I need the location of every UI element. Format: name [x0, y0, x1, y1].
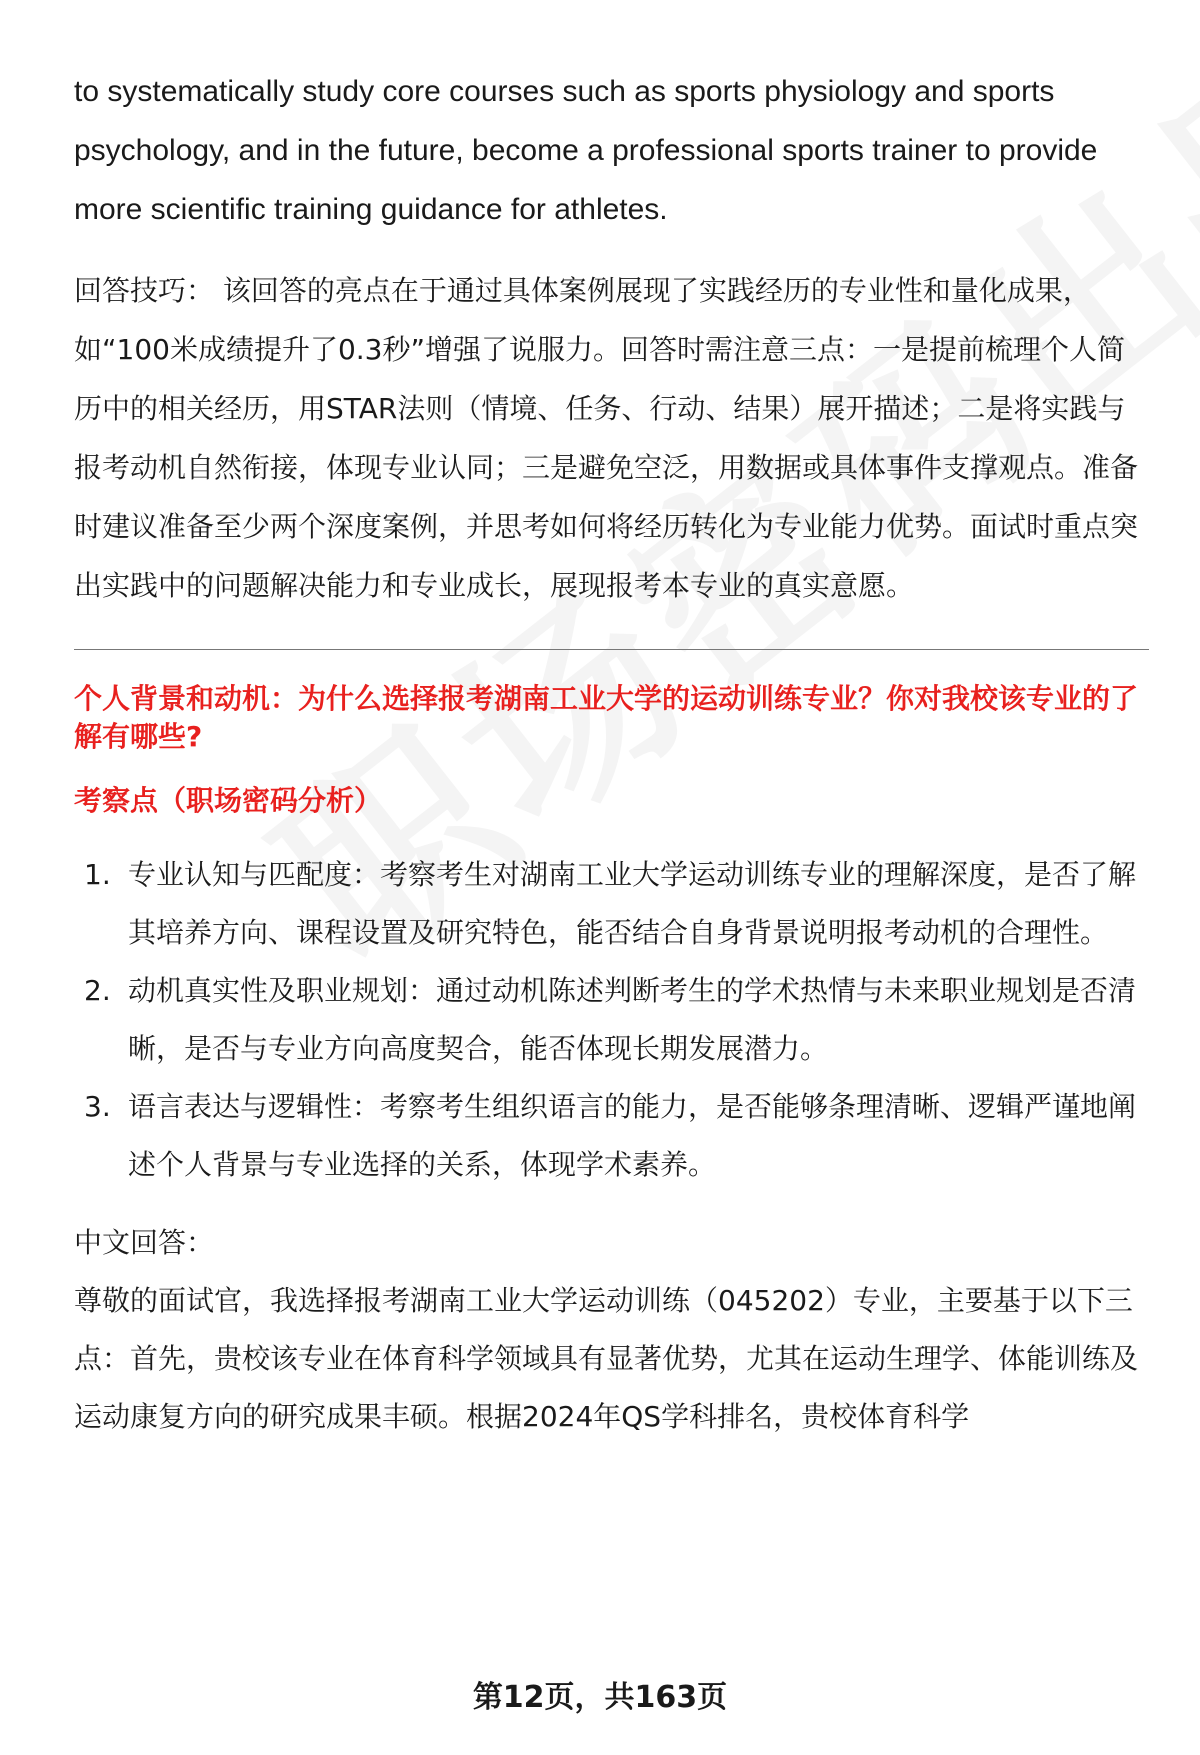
list-item-text: 动机真实性及职业规划：通过动机陈述判断考生的学术热情与未来职业规划是否清晰，是否与专业方向高度契合，能否体现长期发展潜力。	[128, 974, 1137, 1065]
answer-tip-text: 该回答的亮点在于通过具体案例展现了实践经历的专业性和量化成果，如“100米成绩提升了0.3秒”增强了说服力。回答时需注意三点：一是提前梳理个人简历中的相关经历，用STAR法则（情境、任务、行动、结果）展开描述；二是将实践与报考动机自然衔接，体现专业认同；三是避免空泛，用数据或具体事件支撑观点。准备时建议准备至少两个深度案例，并思考如何将经历转化为专业能力优势。面试时重点突出实践中的问题解决能力和专业成长，展现报考本专业的真实意愿。	[74, 274, 1139, 602]
list-item-number: 1.	[84, 858, 111, 891]
assessment-list	[74, 846, 1149, 1194]
chinese-answer-label: 中文回答：	[74, 1226, 215, 1259]
list-item-number: 3.	[84, 1090, 111, 1123]
english-answer-continuation: to systematically study core courses such as sports physiology and sports psychology, and in the future, become a professional sports trainer to provide more scientific training guidance for athletes.	[74, 75, 1098, 226]
question-heading: 个人背景和动机：为什么选择报考湖南工业大学的运动训练专业？你对我校该专业的了解有哪些?	[74, 682, 1139, 753]
list-item	[74, 1078, 1149, 1194]
section-divider	[74, 649, 1149, 650]
list-item	[74, 962, 1149, 1078]
answer-tip-label: 回答技巧：	[74, 274, 215, 307]
list-item-number: 2.	[84, 974, 111, 1007]
list-item-text: 语言表达与逻辑性：考察考生组织语言的能力，是否能够条理清晰、逻辑严谨地阐述个人背景与专业选择的关系，体现学术素养。	[128, 1090, 1137, 1181]
list-item-text: 专业认知与匹配度：考察考生对湖南工业大学运动训练专业的理解深度，是否了解其培养方向、课程设置及研究特色，能否结合自身背景说明报考动机的合理性。	[128, 858, 1137, 949]
page-number-footer: 第12页，共163页	[472, 1680, 728, 1715]
answer-tip	[74, 261, 1149, 615]
list-item	[74, 846, 1149, 962]
assessment-heading: 考察点（职场密码分析）	[74, 784, 383, 817]
chinese-answer-text: 尊敬的面试官，我选择报考湖南工业大学运动训练（045202）专业，主要基于以下三点：首先，贵校该专业在体育科学领域具有显著优势，尤其在运动生理学、体能训练及运动康复方向的研究成果丰硕。根据2024年QS学科排名，贵校体育科学	[74, 1284, 1139, 1433]
page-content	[74, 62, 1149, 1446]
